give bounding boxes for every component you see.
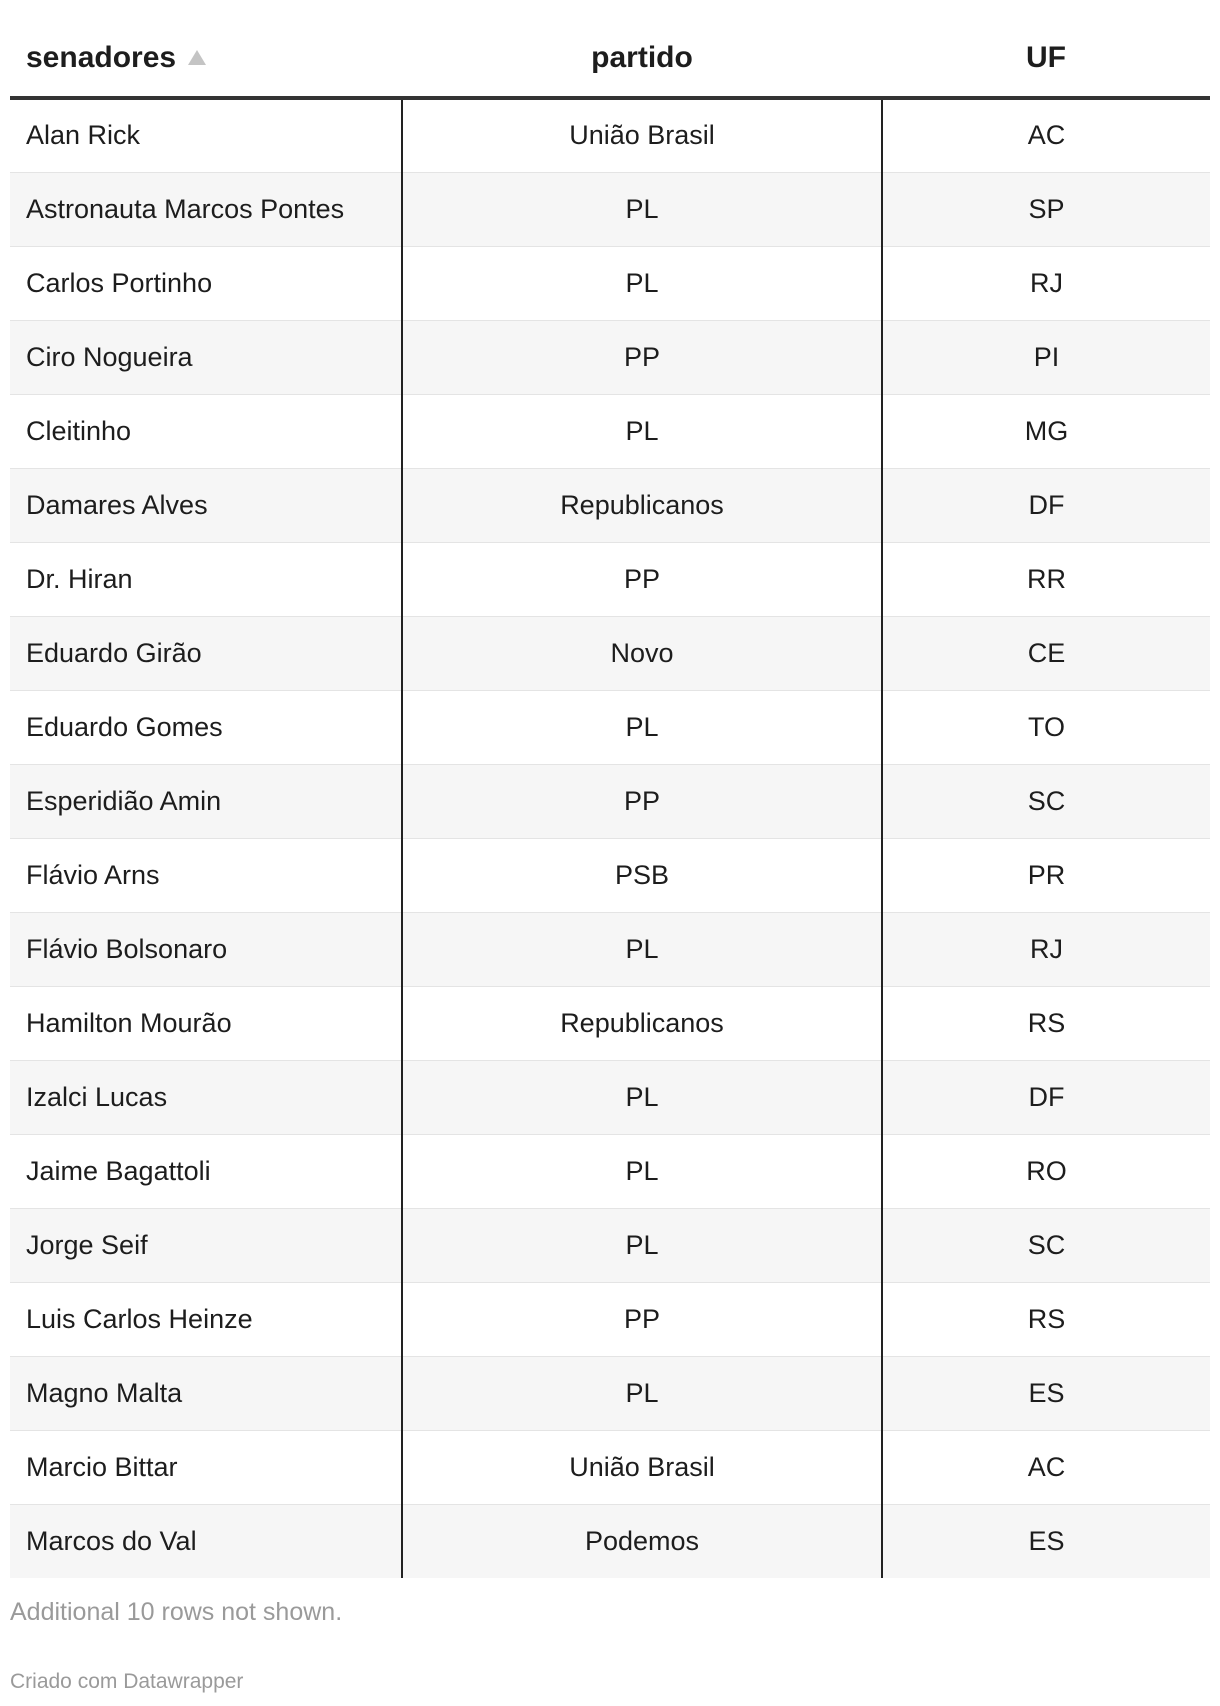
cell-uf: RJ — [882, 246, 1210, 320]
cell-senador: Marcio Bittar — [10, 1430, 402, 1504]
cell-senador: Marcos do Val — [10, 1504, 402, 1578]
cell-senador: Dr. Hiran — [10, 542, 402, 616]
column-header-label: senadores — [26, 41, 177, 74]
cell-senador: Luis Carlos Heinze — [10, 1282, 402, 1356]
cell-senador: Carlos Portinho — [10, 246, 402, 320]
table-body — [10, 98, 1210, 1578]
cell-partido: Novo — [402, 616, 882, 690]
cell-partido: PP — [402, 764, 882, 838]
table-row — [10, 838, 1210, 912]
table-row — [10, 986, 1210, 1060]
header-row — [10, 20, 1210, 98]
cell-uf: SP — [882, 172, 1210, 246]
table-row — [10, 1208, 1210, 1282]
cell-uf: AC — [882, 1430, 1210, 1504]
cell-uf: RS — [882, 986, 1210, 1060]
column-header-label: UF — [1026, 41, 1066, 74]
cell-senador: Esperidião Amin — [10, 764, 402, 838]
table-row — [10, 1356, 1210, 1430]
cell-senador: Flávio Bolsonaro — [10, 912, 402, 986]
cell-uf: CE — [882, 616, 1210, 690]
cell-partido: União Brasil — [402, 98, 882, 172]
table-row — [10, 1282, 1210, 1356]
cell-senador: Flávio Arns — [10, 838, 402, 912]
cell-uf: RJ — [882, 912, 1210, 986]
table-row — [10, 172, 1210, 246]
table-row — [10, 468, 1210, 542]
cell-uf: RS — [882, 1282, 1210, 1356]
cell-senador: Jaime Bagattoli — [10, 1134, 402, 1208]
cell-uf: RO — [882, 1134, 1210, 1208]
cell-senador: Ciro Nogueira — [10, 320, 402, 394]
sort-ascending-icon[interactable] — [188, 50, 206, 65]
cell-uf: PI — [882, 320, 1210, 394]
table-row — [10, 394, 1210, 468]
cell-senador: Jorge Seif — [10, 1208, 402, 1282]
column-header-label: partido — [591, 41, 693, 74]
table-row — [10, 246, 1210, 320]
table-row — [10, 1430, 1210, 1504]
table-row — [10, 542, 1210, 616]
table-row — [10, 616, 1210, 690]
table-row — [10, 912, 1210, 986]
table-row — [10, 1504, 1210, 1578]
cell-partido: PL — [402, 1134, 882, 1208]
cell-senador: Hamilton Mourão — [10, 986, 402, 1060]
cell-partido: PP — [402, 1282, 882, 1356]
cell-uf: PR — [882, 838, 1210, 912]
cell-partido: PL — [402, 912, 882, 986]
cell-partido: PL — [402, 172, 882, 246]
cell-uf: ES — [882, 1504, 1210, 1578]
table-row — [10, 690, 1210, 764]
cell-partido: PL — [402, 246, 882, 320]
table-row — [10, 1060, 1210, 1134]
cell-senador: Magno Malta — [10, 1356, 402, 1430]
table-header — [10, 20, 1210, 98]
cell-senador: Cleitinho — [10, 394, 402, 468]
cell-senador: Izalci Lucas — [10, 1060, 402, 1134]
cell-partido: Republicanos — [402, 468, 882, 542]
cell-partido: PL — [402, 1208, 882, 1282]
cell-partido: PL — [402, 1060, 882, 1134]
cell-uf: MG — [882, 394, 1210, 468]
column-header-senadores[interactable] — [10, 20, 402, 98]
cell-uf: DF — [882, 1060, 1210, 1134]
table-row — [10, 98, 1210, 172]
cell-partido: PP — [402, 320, 882, 394]
column-header-partido[interactable] — [402, 20, 882, 98]
cell-partido: PL — [402, 690, 882, 764]
cell-senador: Eduardo Girão — [10, 616, 402, 690]
cell-partido: PL — [402, 394, 882, 468]
cell-partido: PP — [402, 542, 882, 616]
cell-uf: DF — [882, 468, 1210, 542]
table-notes: Additional 10 rows not shown. — [10, 1598, 343, 1626]
cell-partido: Republicanos — [402, 986, 882, 1060]
table-row — [10, 1134, 1210, 1208]
cell-uf: RR — [882, 542, 1210, 616]
credit-link[interactable]: Criado com Datawrapper — [10, 1670, 244, 1693]
cell-senador: Astronauta Marcos Pontes — [10, 172, 402, 246]
column-header-uf[interactable] — [882, 20, 1210, 98]
cell-uf: SC — [882, 764, 1210, 838]
cell-uf: TO — [882, 690, 1210, 764]
cell-partido: PSB — [402, 838, 882, 912]
cell-uf: AC — [882, 98, 1210, 172]
senators-table — [10, 20, 1210, 1578]
cell-senador: Eduardo Gomes — [10, 690, 402, 764]
table-row — [10, 764, 1210, 838]
table-row — [10, 320, 1210, 394]
cell-partido: PL — [402, 1356, 882, 1430]
cell-partido: União Brasil — [402, 1430, 882, 1504]
cell-partido: Podemos — [402, 1504, 882, 1578]
cell-senador: Alan Rick — [10, 98, 402, 172]
cell-senador: Damares Alves — [10, 468, 402, 542]
cell-uf: ES — [882, 1356, 1210, 1430]
cell-uf: SC — [882, 1208, 1210, 1282]
